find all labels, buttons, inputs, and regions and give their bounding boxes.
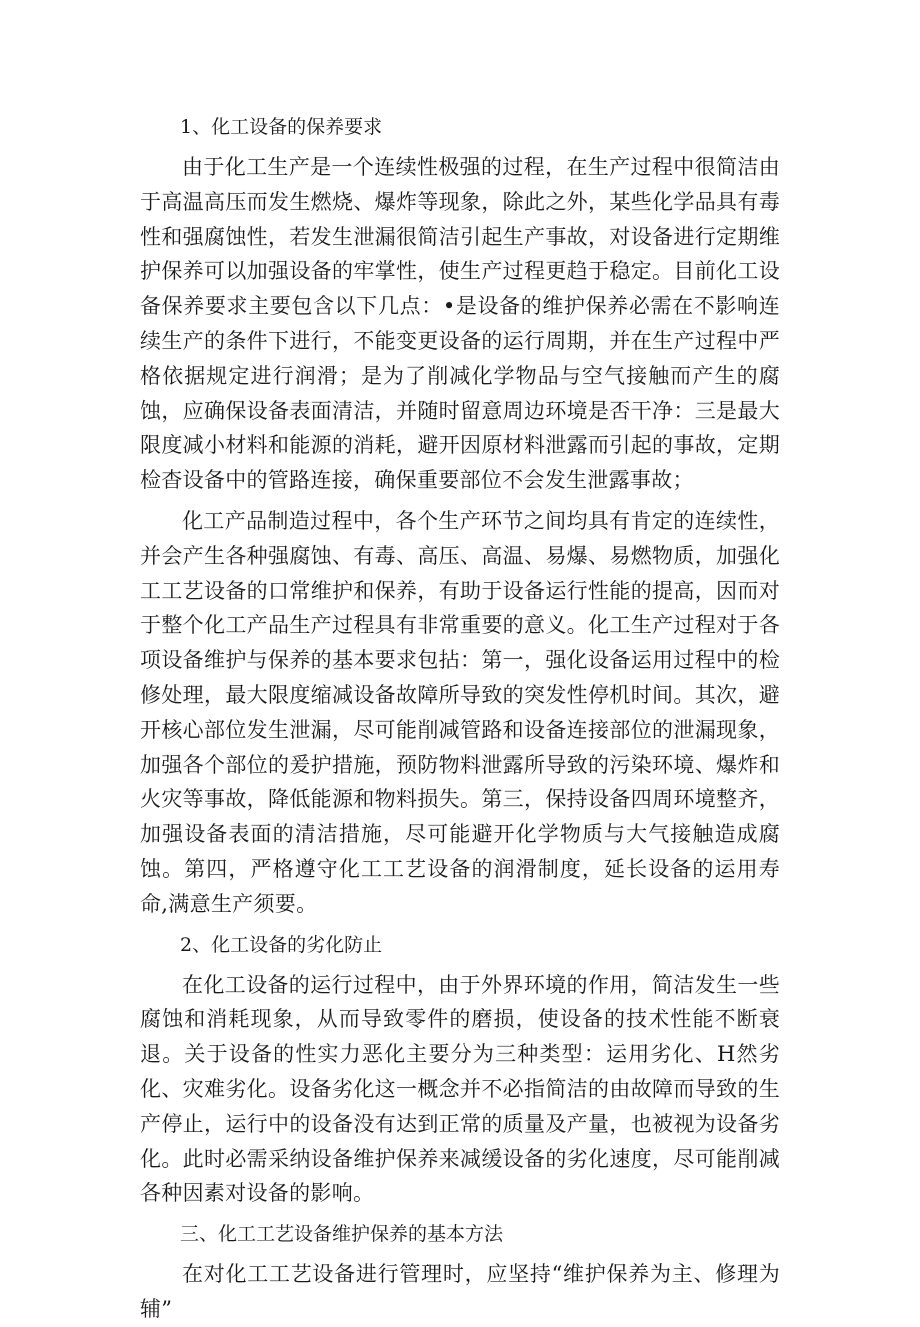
paragraph-1-1: 由于化工生产是一个连续性极强的过程，在生产过程中很简洁由于高温高压而发生燃烧、爆炸等现象，除此之外，某些化学品具有毒性和强腐蚀性，若发生泄漏很简洁引起生产事故，对设备进行定期维护保养可以加强设备的牢掌性，使生产过程更趋于稳定。目前化工设备保养要求主要包含以下几点：•是设备的维护保养必需在不影响连续生产的条件下进行，不能变更设备的运行周期，并在生产过程中严格依据规定进行润滑；是为了削减化学物品与空气接触而产生的腐蚀，应确保设备表面清洁，并随时留意周边环境是否干净：三是最大限度减小材料和能源的消耗，避开因原材料泄露而引起的事故，定期检杳设备中的管路连接，确保重要部位不会发生泄露事故；: [140, 155, 780, 493]
paragraph-1-2: 化工产品制造过程中，各个生产环节之间均具有肯定的连续性，并会产生各种强腐蚀、有毒、高压、高温、易爆、易燃物质，加强化工工艺设备的口常维护和保养，有助于设备运行性能的提高，因而对于整个化工产品生产过程具有非常重要的意义。化工生产过程对于各项设备维护与保养的基本要求包拈：第一，强化设备运用过程中的检修处理，最大限度缩减设备故障所导致的突发性停机时间。其次，避开核心部位发生泄漏，尽可能削减管路和设备连接部位的泄漏现象，加强各个部位的爰护措施，预防物料泄露所导致的污染环境、爆炸和火灾等事故，降低能源和物料损失。第三，保持设备四周环境整齐，加强设备表面的清洁措施，尽可能避开化学物质与大气接触造成腐蚀。第四，严格遵守化工工艺设备的润滑制度，延长设备的运用寿命,满意生产须要。: [140, 508, 780, 916]
document-page: [140, 110, 780, 1327]
section-heading-3: 三、化工工艺设备维护保养的基本方法: [180, 1223, 504, 1246]
paragraph-2-1: 在化工设备的运行过程中，由于外界环境的作用，简洁发生一些腐蚀和消耗现象，从而导致零件的磨损，使设备的技术性能不断衰退。关于设备的性实力恶化主要分为三种类型：运用劣化、H然劣化、灾难劣化。设备劣化这一概念并不必指简洁的由故障而导致的生产停止，运行中的设备没有达到正常的质量及产量，也被视为设备劣化。此时必需采纳设备维护保养来减缓设备的劣化速度，尽可能削减各种因素对设备的影响。: [140, 972, 780, 1206]
paragraph-3-1: 在对化工工艺设备进行管理时，应坚持“维护保养为主、修理为辅”: [140, 1262, 780, 1321]
section-heading-1: 1、化工设备的保养要求: [180, 116, 383, 138]
section-heading-2: 2、化工设备的劣化防止: [180, 933, 383, 956]
